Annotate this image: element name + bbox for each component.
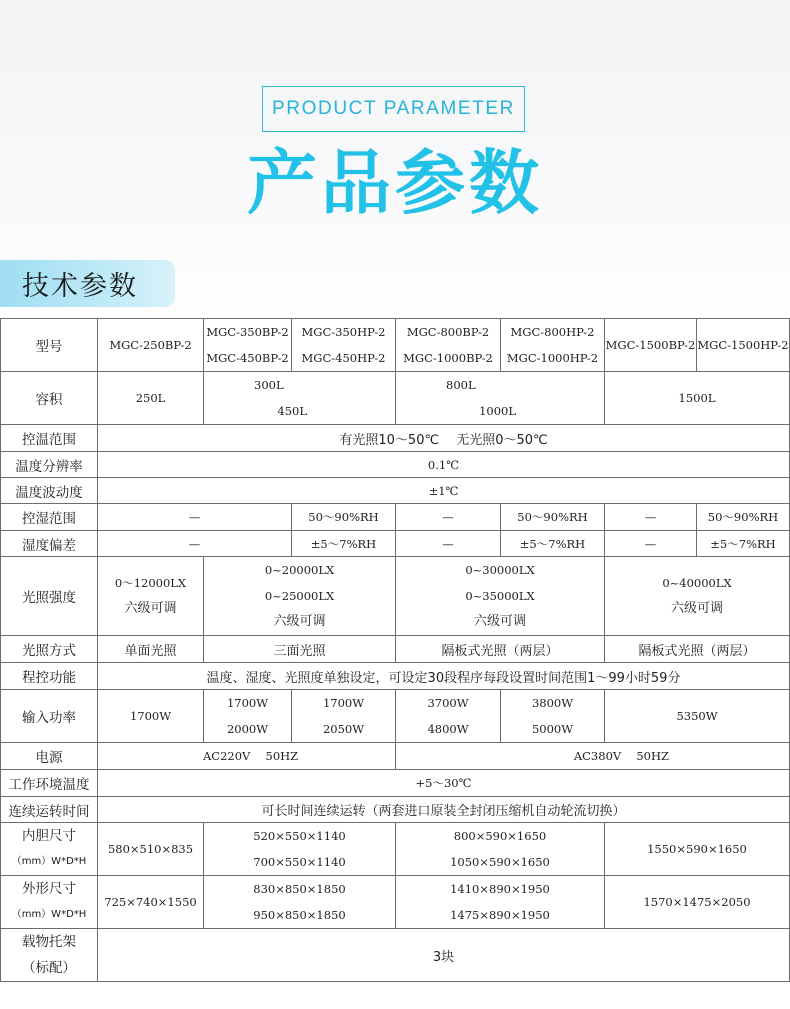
outer-size-1500: 1570×1475×2050 — [605, 876, 790, 929]
table-row-humidity-deviation — [1, 531, 790, 557]
inner-size-350-450: 520×550×1140 700×550×1140 — [204, 823, 396, 876]
model-1500-bp: MGC-1500BP-2 — [605, 319, 697, 372]
light-intensity-800-1000: 0~30000LX 0~35000LX 六级可调 — [396, 557, 605, 636]
inner-size-1500: 1550×590×1650 — [605, 823, 790, 876]
volume-1500: 1500L — [605, 372, 790, 425]
row-label-power: 输入功率 — [1, 690, 98, 743]
row-label-ambient: 工作环境温度 — [1, 770, 98, 797]
light-mode-800-1000: 隔板式光照（两层） — [396, 636, 605, 663]
program-value: 温度、湿度、光照度单独设定，可设定30段程序每段设置时间范围1～99小时59分 — [98, 663, 790, 690]
humidity-deviation-none-3: — — [605, 531, 697, 557]
light-intensity-250: 0～12000LX 六级可调 — [98, 557, 204, 636]
row-label-temp-resolution: 温度分辨率 — [1, 452, 98, 478]
table-row-outer-size — [1, 876, 790, 929]
row-label-temp-fluctuation: 温度波动度 — [1, 478, 98, 504]
table-row-inner-size — [1, 823, 790, 876]
humidity-range-none-1: — — [98, 504, 292, 531]
humidity-deviation-value-2: ±5～7%RH — [501, 531, 605, 557]
table-row-continuous — [1, 797, 790, 823]
table-row-temp-resolution — [1, 452, 790, 478]
power-1500: 5350W — [605, 690, 790, 743]
row-label-light-intensity: 光照强度 — [1, 557, 98, 636]
row-label-continuous: 连续运转时间 — [1, 797, 98, 823]
light-mode-350-450: 三面光照 — [204, 636, 396, 663]
outer-size-350-450: 830×850×1850 950×850×1850 — [204, 876, 396, 929]
humidity-deviation-value-1: ±5～7%RH — [292, 531, 396, 557]
humidity-range-value-2: 50～90%RH — [501, 504, 605, 531]
table-row-humidity-range — [1, 504, 790, 531]
light-mode-1500: 隔板式光照（两层） — [605, 636, 790, 663]
model-350-450-hp: MGC-350HP-2 MGC-450HP-2 — [292, 319, 396, 372]
table-row-model — [1, 319, 790, 372]
row-label-shelf: 载物托架 （标配） — [1, 929, 98, 982]
power-800-1000-hp: 3800W 5000W — [501, 690, 605, 743]
temp-resolution-value: 0.1℃ — [98, 452, 790, 478]
ambient-value: +5～30℃ — [98, 770, 790, 797]
volume-800-1000: 800L 1000L — [396, 372, 605, 425]
model-350-450-bp: MGC-350BP-2 MGC-450BP-2 — [204, 319, 292, 372]
row-label-supply: 电源 — [1, 743, 98, 770]
temp-fluctuation-value: ±1℃ — [98, 478, 790, 504]
humidity-deviation-none-2: — — [396, 531, 501, 557]
inner-size-800-1000: 800×590×1650 1050×590×1650 — [396, 823, 605, 876]
table-row-volume — [1, 372, 790, 425]
humidity-deviation-none-1: — — [98, 531, 292, 557]
light-mode-250: 单面光照 — [98, 636, 204, 663]
model-250: MGC-250BP-2 — [98, 319, 204, 372]
table-row-shelf — [1, 929, 790, 982]
model-800-1000-hp: MGC-800HP-2 MGC-1000HP-2 — [501, 319, 605, 372]
table-row-ambient — [1, 770, 790, 797]
model-1500-hp: MGC-1500HP-2 — [697, 319, 790, 372]
table-row-temp-fluctuation — [1, 478, 790, 504]
table-row-power — [1, 690, 790, 743]
volume-300-450: 300L 450L — [204, 372, 396, 425]
table-row-supply — [1, 743, 790, 770]
humidity-range-none-2: — — [396, 504, 501, 531]
table-row-temp-range — [1, 425, 790, 452]
power-250: 1700W — [98, 690, 204, 743]
humidity-deviation-value-3: ±5～7%RH — [697, 531, 790, 557]
row-label-light-mode: 光照方式 — [1, 636, 98, 663]
row-label-volume: 容积 — [1, 372, 98, 425]
humidity-range-value-1: 50～90%RH — [292, 504, 396, 531]
temp-range-value: 有光照10～50℃ 无光照0～50℃ — [98, 425, 790, 452]
power-350-450-bp: 1700W 2000W — [204, 690, 292, 743]
shelf-value: 3块 — [98, 929, 790, 982]
humidity-range-none-3: — — [605, 504, 697, 531]
section-tab-tech-params: 技术参数 — [0, 260, 175, 307]
power-350-450-hp: 1700W 2050W — [292, 690, 396, 743]
volume-250: 250L — [98, 372, 204, 425]
spec-table — [0, 318, 790, 982]
supply-220v: AC220V 50HZ — [98, 743, 396, 770]
page-title: 产品参数 — [247, 142, 543, 224]
outer-size-250: 725×740×1550 — [98, 876, 204, 929]
row-label-inner-size: 内胆尺寸 （mm）W*D*H — [1, 823, 98, 876]
table-row-program — [1, 663, 790, 690]
continuous-value: 可长时间连续运转（两套进口原装全封闭压缩机自动轮流切换） — [98, 797, 790, 823]
inner-size-250: 580×510×835 — [98, 823, 204, 876]
product-parameter-heading: PRODUCT PARAMETER — [262, 86, 525, 132]
row-label-model: 型号 — [1, 319, 98, 372]
light-intensity-350-450: 0~20000LX 0~25000LX 六级可调 — [204, 557, 396, 636]
row-label-humidity-deviation: 湿度偏差 — [1, 531, 98, 557]
row-label-outer-size: 外形尺寸 （mm）W*D*H — [1, 876, 98, 929]
light-intensity-1500: 0~40000LX 六级可调 — [605, 557, 790, 636]
table-row-light-mode — [1, 636, 790, 663]
power-800-1000-bp: 3700W 4800W — [396, 690, 501, 743]
humidity-range-value-3: 50～90%RH — [697, 504, 790, 531]
row-label-humidity-range: 控湿范围 — [1, 504, 98, 531]
outer-size-800-1000: 1410×890×1950 1475×890×1950 — [396, 876, 605, 929]
table-row-light-intensity — [1, 557, 790, 636]
row-label-temp-range: 控温范围 — [1, 425, 98, 452]
model-800-1000-bp: MGC-800BP-2 MGC-1000BP-2 — [396, 319, 501, 372]
supply-380v: AC380V 50HZ — [396, 743, 790, 770]
row-label-program: 程控功能 — [1, 663, 98, 690]
